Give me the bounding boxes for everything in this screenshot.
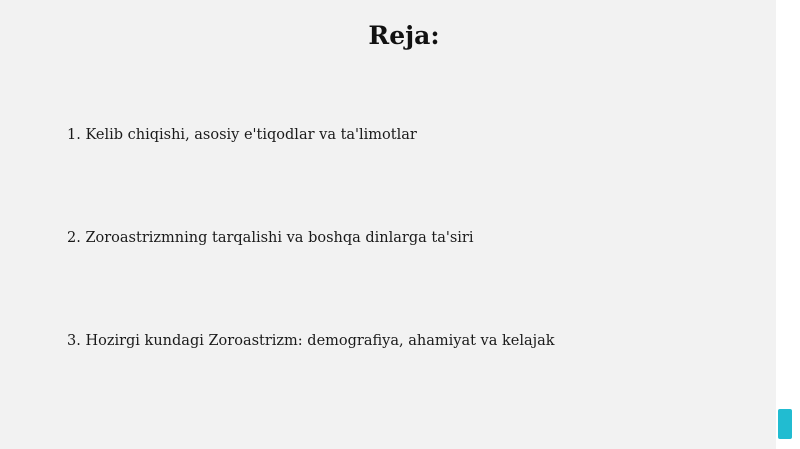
plan-item-1: 1. Kelib chiqishi, asosiy e'tiqodlar va ta'limotlar [67, 127, 417, 143]
plan-item-2: 2. Zoroastrizmning tarqalishi va boshqa dinlarga ta'siri [67, 230, 474, 246]
scrollbar-track[interactable] [776, 0, 800, 449]
slide-title: Reja: [368, 21, 440, 50]
plan-item-3: 3. Hozirgi kundagi Zoroastrizm: demografiya, ahamiyat va kelajak [67, 333, 555, 349]
scrollbar-thumb[interactable] [778, 409, 792, 439]
